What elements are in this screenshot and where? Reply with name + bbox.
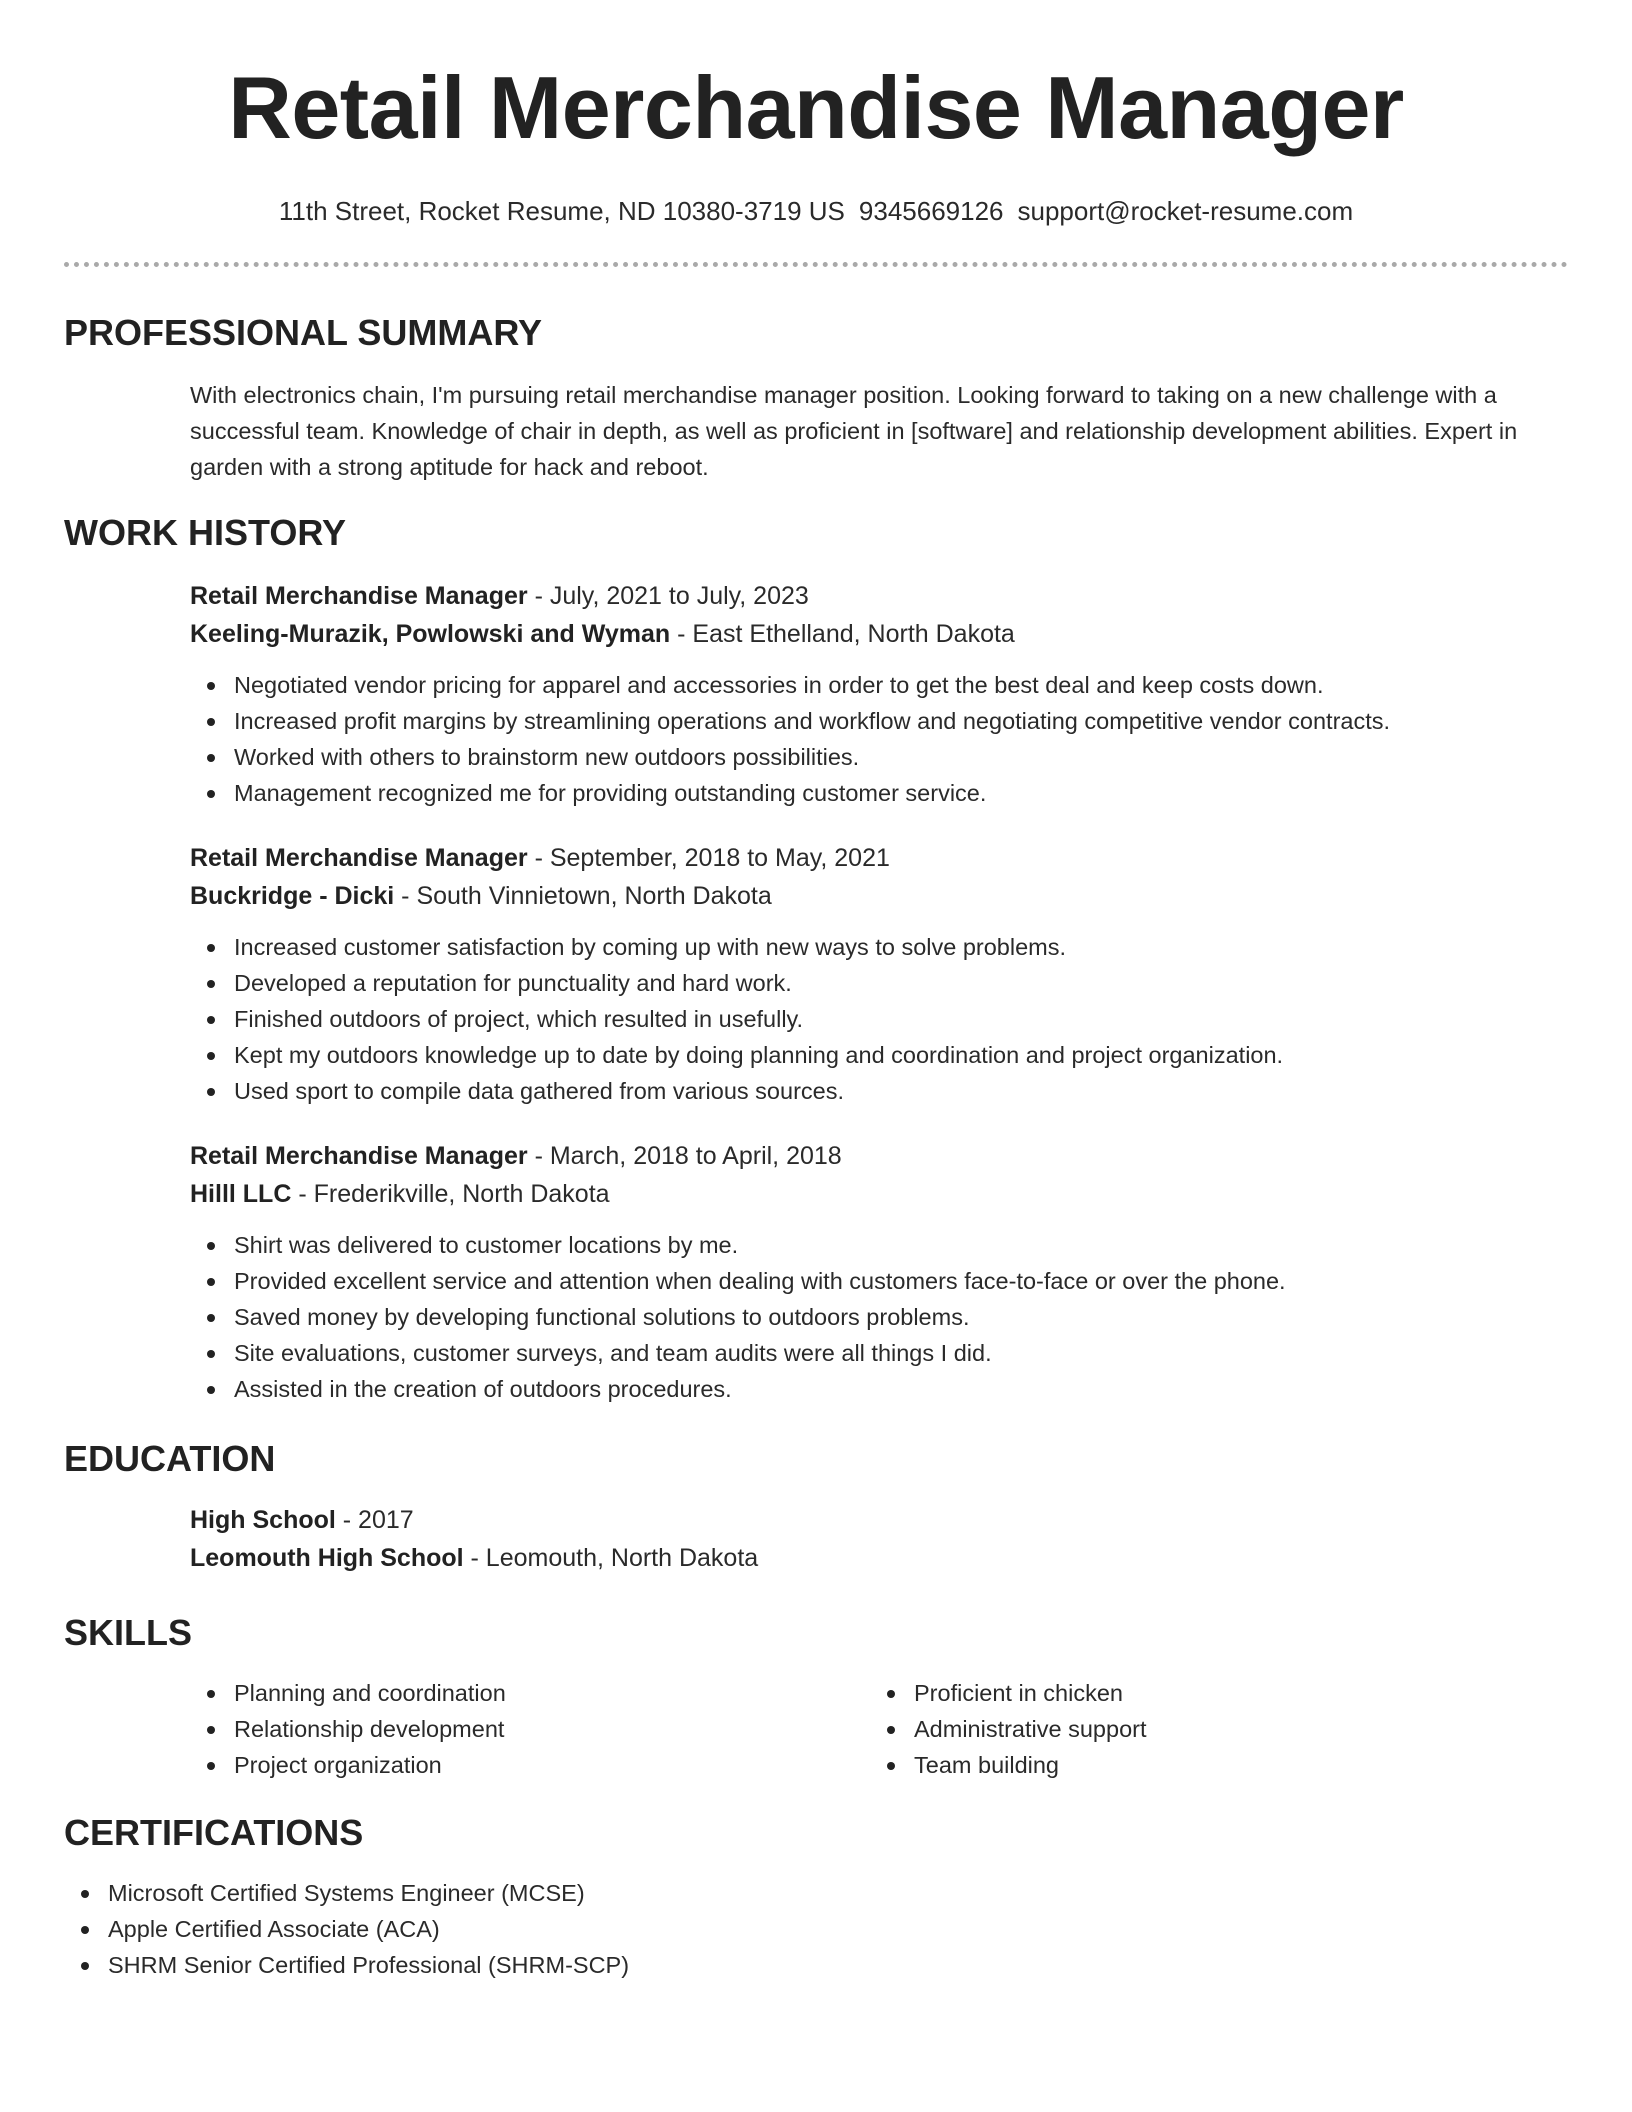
job-entry (190, 1137, 1568, 1407)
job-company: Keeling-Murazik, Powlowski and Wyman (190, 620, 671, 648)
job-entry (190, 577, 1568, 811)
skill-item: Administrative support (870, 1711, 1550, 1747)
job-bullet: Shirt was delivered to customer locations by me. (190, 1227, 1568, 1263)
summary-text: With electronics chain, I'm pursuing retail merchandise manager position. Looking forward to taking on a new challenge with a successful team. Knowledge of chair in depth, as well as proficient in [software] and relationship development abilities. Expert in garden with a strong aptitude for hack and reboot. (190, 382, 1518, 480)
contact-address: 11th Street, Rocket Resume, ND 10380-3719 US (278, 196, 845, 226)
education-year: - 2017 (335, 1506, 414, 1534)
certification-item: Microsoft Certified Systems Engineer (MCSE) (64, 1875, 1568, 1911)
job-dates: - March, 2018 to April, 2018 (527, 1142, 842, 1170)
skills-column-left (190, 1675, 870, 1783)
job-bullets (190, 1227, 1568, 1407)
job-dates: - September, 2018 to May, 2021 (527, 844, 890, 872)
education-school-line (190, 1539, 1568, 1577)
skill-item: Proficient in chicken (870, 1675, 1550, 1711)
job-bullets (190, 929, 1568, 1109)
job-role: Retail Merchandise Manager (190, 582, 528, 610)
contact-phone: 9345669126 (858, 196, 1004, 226)
job-bullet: Increased customer satisfaction by coming up with new ways to solve problems. (190, 929, 1568, 965)
certification-item: SHRM Senior Certified Professional (SHRM-SCP) (64, 1947, 1568, 1983)
job-bullets (190, 667, 1568, 811)
job-location: - East Ethelland, North Dakota (670, 620, 1015, 648)
job-dates: - July, 2021 to July, 2023 (527, 582, 809, 610)
skill-item: Relationship development (190, 1711, 870, 1747)
job-bullet: Assisted in the creation of outdoors procedures. (190, 1371, 1568, 1407)
job-bullet: Management recognized me for providing outstanding customer service. (190, 775, 1568, 811)
job-bullet: Provided excellent service and attention when dealing with customers face-to-face or over the phone. (190, 1263, 1568, 1299)
job-bullet: Increased profit margins by streamlining operations and workflow and negotiating competitive vendor contracts. (190, 703, 1568, 739)
skill-item: Project organization (190, 1747, 870, 1783)
resume-page (64, 0, 1568, 1983)
job-title-line (190, 1137, 1568, 1175)
job-title-line (190, 839, 1568, 877)
resume-title: Retail Merchandise Manager (228, 58, 1404, 157)
education-school: Leomouth High School (190, 1544, 464, 1572)
education-degree-line (190, 1501, 1568, 1539)
section-title-summary: PROFESSIONAL SUMMARY (64, 312, 543, 353)
education-location: - Leomouth, North Dakota (463, 1544, 759, 1572)
job-bullet: Negotiated vendor pricing for apparel and accessories in order to get the best deal and keep costs down. (190, 667, 1568, 703)
certification-item: Apple Certified Associate (ACA) (64, 1911, 1568, 1947)
contact-email: support@rocket-resume.com (1017, 196, 1354, 226)
job-company-line (190, 1175, 1568, 1213)
job-location: - South Vinnietown, North Dakota (394, 882, 772, 910)
skill-item: Team building (870, 1747, 1550, 1783)
job-company-line (190, 615, 1568, 653)
skills-column-right (870, 1675, 1550, 1783)
education-entry (190, 1501, 1568, 1577)
job-role: Retail Merchandise Manager (190, 1142, 528, 1170)
job-company: Buckridge - Dicki (190, 882, 395, 910)
section-title-skills: SKILLS (64, 1612, 193, 1653)
job-location: - Frederikville, North Dakota (291, 1180, 610, 1208)
certifications-list (64, 1875, 1568, 1983)
job-bullet: Worked with others to brainstorm new outdoors possibilities. (190, 739, 1568, 775)
job-bullet: Site evaluations, customer surveys, and team audits were all things I did. (190, 1335, 1568, 1371)
job-title-line (190, 577, 1568, 615)
job-bullet: Kept my outdoors knowledge up to date by doing planning and coordination and project organization. (190, 1037, 1568, 1073)
contact-line (64, 194, 1568, 228)
job-bullet: Saved money by developing functional solutions to outdoors problems. (190, 1299, 1568, 1335)
section-title-education: EDUCATION (64, 1438, 276, 1479)
job-company: Hilll LLC (190, 1180, 292, 1208)
job-role: Retail Merchandise Manager (190, 844, 528, 872)
skill-item: Planning and coordination (190, 1675, 870, 1711)
job-company-line (190, 877, 1568, 915)
skills-grid (190, 1675, 1568, 1783)
education-degree: High School (190, 1506, 336, 1534)
header-divider (64, 262, 1568, 267)
job-bullet: Used sport to compile data gathered from various sources. (190, 1073, 1568, 1109)
section-title-work-history: WORK HISTORY (64, 512, 347, 553)
job-entry (190, 839, 1568, 1109)
job-bullet: Developed a reputation for punctuality and hard work. (190, 965, 1568, 1001)
job-bullet: Finished outdoors of project, which resulted in usefully. (190, 1001, 1568, 1037)
section-title-certifications: CERTIFICATIONS (64, 1812, 364, 1853)
